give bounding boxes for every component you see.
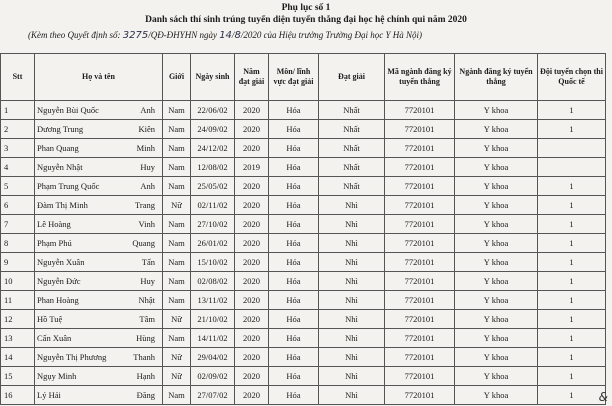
cell-subject: Hóa bbox=[269, 367, 319, 386]
cell-given-name: Nhật bbox=[138, 295, 155, 305]
cell-subject: Hóa bbox=[269, 253, 319, 272]
cell-award-year: 2020 bbox=[235, 101, 269, 120]
cell-subject: Hóa bbox=[269, 329, 319, 348]
cell-stt: 14 bbox=[1, 348, 35, 367]
appendix-label: Phụ lục số 1 bbox=[281, 3, 331, 13]
cell-birth-date: 15/10/02 bbox=[191, 253, 235, 272]
cell-award: Nhất bbox=[319, 120, 385, 139]
cell-gender: Nam bbox=[163, 253, 191, 272]
handwritten-month: 8 bbox=[234, 30, 241, 41]
cell-full-name bbox=[35, 348, 163, 367]
cell-full-name bbox=[35, 329, 163, 348]
header-major: Ngành đăng ký tuyển thẳng bbox=[455, 54, 538, 101]
cell-gender: Nữ bbox=[163, 367, 191, 386]
cell-subject: Hóa bbox=[269, 291, 319, 310]
cell-given-name: Hạnh bbox=[136, 371, 155, 381]
cell-surname-middle: Phan Quang bbox=[37, 143, 79, 153]
cell-full-name bbox=[35, 158, 163, 177]
cell-intl-team: 1 bbox=[538, 291, 606, 310]
cell-full-name bbox=[35, 253, 163, 272]
table-row bbox=[1, 234, 606, 253]
cell-subject: Hóa bbox=[269, 310, 319, 329]
cell-major: Y khoa bbox=[455, 120, 538, 139]
cell-award: Nhì bbox=[319, 253, 385, 272]
cell-full-name bbox=[35, 101, 163, 120]
subtitle-prefix: (Kèm theo Quyết định số: bbox=[28, 30, 121, 40]
cell-birth-date: 02/09/02 bbox=[191, 367, 235, 386]
cell-gender: Nam bbox=[163, 386, 191, 405]
cell-stt: 5 bbox=[1, 177, 35, 196]
cell-surname-middle: Lê Hoàng bbox=[37, 219, 71, 229]
header-award: Đạt giải bbox=[319, 54, 385, 101]
cell-major-code: 7720101 bbox=[385, 101, 455, 120]
table-row bbox=[1, 253, 606, 272]
cell-major-code: 7720101 bbox=[385, 158, 455, 177]
table-row bbox=[1, 177, 606, 196]
cell-major-code: 7720101 bbox=[385, 196, 455, 215]
cell-full-name bbox=[35, 234, 163, 253]
cell-award-year: 2020 bbox=[235, 120, 269, 139]
handwritten-corner-mark: & bbox=[598, 390, 608, 404]
cell-intl-team: 1 bbox=[538, 310, 606, 329]
cell-full-name bbox=[35, 177, 163, 196]
cell-surname-middle: Lý Hải bbox=[37, 390, 61, 400]
cell-surname-middle: Phan Hoàng bbox=[37, 295, 79, 305]
header-major-code: Mã ngành đăng ký tuyển thẳng bbox=[385, 54, 455, 101]
table-row bbox=[1, 196, 606, 215]
cell-award-year: 2020 bbox=[235, 367, 269, 386]
cell-major-code: 7720101 bbox=[385, 272, 455, 291]
subtitle-suffix: /2020 của Hiệu trưởng Trường Đại học Y Hà Nội) bbox=[240, 30, 422, 40]
cell-birth-date: 27/10/02 bbox=[191, 215, 235, 234]
cell-stt: 4 bbox=[1, 158, 35, 177]
cell-birth-date: 29/04/02 bbox=[191, 348, 235, 367]
table-row bbox=[1, 139, 606, 158]
cell-award-year: 2020 bbox=[235, 215, 269, 234]
cell-award: Nhì bbox=[319, 272, 385, 291]
cell-major: Y khoa bbox=[455, 177, 538, 196]
cell-subject: Hóa bbox=[269, 177, 319, 196]
cell-award-year: 2020 bbox=[235, 291, 269, 310]
table-row bbox=[1, 386, 606, 405]
cell-major-code: 7720101 bbox=[385, 367, 455, 386]
cell-full-name bbox=[35, 291, 163, 310]
cell-birth-date: 24/09/02 bbox=[191, 120, 235, 139]
cell-given-name: Kiên bbox=[138, 124, 155, 134]
cell-major: Y khoa bbox=[455, 196, 538, 215]
cell-stt: 1 bbox=[1, 101, 35, 120]
cell-full-name bbox=[35, 367, 163, 386]
cell-surname-middle: Phạm Phú bbox=[37, 238, 72, 248]
cell-major: Y khoa bbox=[455, 310, 538, 329]
handwritten-day: 14 bbox=[219, 30, 232, 41]
cell-stt: 7 bbox=[1, 215, 35, 234]
cell-given-name: Đăng bbox=[136, 390, 155, 400]
cell-stt: 2 bbox=[1, 120, 35, 139]
cell-award-year: 2019 bbox=[235, 158, 269, 177]
cell-major: Y khoa bbox=[455, 234, 538, 253]
cell-award-year: 2020 bbox=[235, 386, 269, 405]
cell-given-name: Thanh bbox=[133, 352, 155, 362]
cell-stt: 13 bbox=[1, 329, 35, 348]
cell-major-code: 7720101 bbox=[385, 348, 455, 367]
cell-surname-middle: Đàm Thị Minh bbox=[37, 200, 88, 210]
header-gender: Giới bbox=[163, 54, 191, 101]
cell-major-code: 7720101 bbox=[385, 139, 455, 158]
cell-award: Nhất bbox=[319, 101, 385, 120]
header-stt: Stt bbox=[1, 54, 35, 101]
cell-major-code: 7720101 bbox=[385, 120, 455, 139]
cell-birth-date: 13/11/02 bbox=[191, 291, 235, 310]
cell-intl-team: 1 bbox=[538, 367, 606, 386]
cell-award-year: 2020 bbox=[235, 177, 269, 196]
cell-gender: Nam bbox=[163, 234, 191, 253]
cell-full-name bbox=[35, 215, 163, 234]
cell-intl-team: 1 bbox=[538, 177, 606, 196]
cell-stt: 16 bbox=[1, 386, 35, 405]
cell-intl-team: 1 bbox=[538, 196, 606, 215]
cell-intl-team bbox=[538, 158, 606, 177]
cell-award: Nhì bbox=[319, 386, 385, 405]
cell-surname-middle: Phạm Trung Quốc bbox=[37, 181, 100, 191]
cell-surname-middle: Dương Trung bbox=[37, 124, 84, 134]
cell-given-name: Tấn bbox=[141, 257, 155, 267]
cell-gender: Nam bbox=[163, 139, 191, 158]
cell-surname-middle: Nguyễn Xuân bbox=[37, 257, 85, 267]
cell-major-code: 7720101 bbox=[385, 310, 455, 329]
cell-gender: Nam bbox=[163, 215, 191, 234]
cell-major-code: 7720101 bbox=[385, 329, 455, 348]
cell-award-year: 2020 bbox=[235, 310, 269, 329]
cell-surname-middle: Ngụy Minh bbox=[37, 371, 77, 381]
cell-subject: Hóa bbox=[269, 272, 319, 291]
cell-birth-date: 26/01/02 bbox=[191, 234, 235, 253]
cell-surname-middle: Nguyễn Nhật bbox=[37, 162, 83, 172]
table-row bbox=[1, 215, 606, 234]
table-row bbox=[1, 348, 606, 367]
cell-award: Nhì bbox=[319, 234, 385, 253]
table-row bbox=[1, 158, 606, 177]
cell-given-name: Huy bbox=[140, 162, 155, 172]
cell-stt: 11 bbox=[1, 291, 35, 310]
cell-surname-middle: Nguyễn Thị Phương bbox=[37, 352, 107, 362]
cell-subject: Hóa bbox=[269, 215, 319, 234]
cell-stt: 10 bbox=[1, 272, 35, 291]
table-row bbox=[1, 367, 606, 386]
cell-stt: 15 bbox=[1, 367, 35, 386]
table-row bbox=[1, 272, 606, 291]
cell-subject: Hóa bbox=[269, 120, 319, 139]
cell-award-year: 2020 bbox=[235, 196, 269, 215]
cell-award-year: 2020 bbox=[235, 329, 269, 348]
cell-major-code: 7720101 bbox=[385, 253, 455, 272]
header-full-name: Họ và tên bbox=[35, 54, 163, 101]
cell-award: Nhì bbox=[319, 196, 385, 215]
cell-subject: Hóa bbox=[269, 234, 319, 253]
cell-subject: Hóa bbox=[269, 139, 319, 158]
cell-full-name bbox=[35, 272, 163, 291]
cell-award: Nhất bbox=[319, 139, 385, 158]
cell-major-code: 7720101 bbox=[385, 177, 455, 196]
cell-award-year: 2020 bbox=[235, 234, 269, 253]
cell-major-code: 7720101 bbox=[385, 234, 455, 253]
cell-given-name: Vinh bbox=[138, 219, 155, 229]
header-subject: Môn/ lĩnh vực đạt giải bbox=[269, 54, 319, 101]
cell-gender: Nam bbox=[163, 177, 191, 196]
cell-birth-date: 25/05/02 bbox=[191, 177, 235, 196]
cell-gender: Nam bbox=[163, 158, 191, 177]
cell-surname-middle: Nguyễn Đức bbox=[37, 276, 81, 286]
cell-award-year: 2020 bbox=[235, 139, 269, 158]
table-row bbox=[1, 329, 606, 348]
document-subtitle bbox=[28, 30, 612, 41]
cell-intl-team: 1 bbox=[538, 120, 606, 139]
cell-intl-team: 1 bbox=[538, 348, 606, 367]
cell-gender: Nam bbox=[163, 101, 191, 120]
cell-major: Y khoa bbox=[455, 139, 538, 158]
cell-award-year: 2020 bbox=[235, 272, 269, 291]
cell-stt: 3 bbox=[1, 139, 35, 158]
cell-subject: Hóa bbox=[269, 158, 319, 177]
subtitle-slash: / bbox=[231, 30, 235, 40]
cell-award: Nhì bbox=[319, 329, 385, 348]
cell-intl-team: 1 bbox=[538, 329, 606, 348]
cell-intl-team bbox=[538, 139, 606, 158]
cell-intl-team: 1 bbox=[538, 253, 606, 272]
cell-major: Y khoa bbox=[455, 215, 538, 234]
cell-birth-date: 14/11/02 bbox=[191, 329, 235, 348]
cell-gender: Nữ bbox=[163, 196, 191, 215]
cell-major-code: 7720101 bbox=[385, 291, 455, 310]
cell-full-name bbox=[35, 386, 163, 405]
cell-stt: 8 bbox=[1, 234, 35, 253]
candidates-table bbox=[0, 53, 606, 405]
cell-intl-team: 1 bbox=[538, 272, 606, 291]
cell-major: Y khoa bbox=[455, 291, 538, 310]
cell-subject: Hóa bbox=[269, 348, 319, 367]
cell-gender: Nữ bbox=[163, 310, 191, 329]
subtitle-mid: /QĐ-ĐHYHN ngày bbox=[148, 30, 217, 40]
cell-major: Y khoa bbox=[455, 158, 538, 177]
header-intl-team: Đội tuyển chọn thi Quốc tế bbox=[538, 54, 606, 101]
cell-full-name bbox=[35, 310, 163, 329]
cell-gender: Nữ bbox=[163, 348, 191, 367]
cell-full-name bbox=[35, 196, 163, 215]
cell-gender: Nam bbox=[163, 120, 191, 139]
cell-birth-date: 22/06/02 bbox=[191, 101, 235, 120]
cell-subject: Hóa bbox=[269, 386, 319, 405]
cell-given-name: Trang bbox=[135, 200, 155, 210]
cell-gender: Nam bbox=[163, 329, 191, 348]
cell-given-name: Minh bbox=[136, 143, 155, 153]
cell-award: Nhất bbox=[319, 158, 385, 177]
cell-subject: Hóa bbox=[269, 101, 319, 120]
cell-surname-middle: Hồ Tuệ bbox=[37, 314, 63, 324]
cell-major: Y khoa bbox=[455, 272, 538, 291]
cell-major-code: 7720101 bbox=[385, 386, 455, 405]
cell-birth-date: 27/07/02 bbox=[191, 386, 235, 405]
table-row bbox=[1, 120, 606, 139]
cell-major: Y khoa bbox=[455, 386, 538, 405]
cell-full-name bbox=[35, 139, 163, 158]
cell-full-name bbox=[35, 120, 163, 139]
cell-intl-team: 1 bbox=[538, 215, 606, 234]
cell-major: Y khoa bbox=[455, 367, 538, 386]
cell-award-year: 2020 bbox=[235, 348, 269, 367]
cell-award: Nhì bbox=[319, 348, 385, 367]
cell-birth-date: 02/08/02 bbox=[191, 272, 235, 291]
cell-surname-middle: Nguyễn Bùi Quốc bbox=[37, 105, 99, 115]
cell-intl-team: 1 bbox=[538, 386, 606, 405]
cell-birth-date: 24/12/02 bbox=[191, 139, 235, 158]
table-header-row bbox=[1, 54, 606, 101]
document-title: Danh sách thí sinh trúng tuyển diện tuyển thẳng đại học hệ chính qui năm 2020 bbox=[145, 15, 467, 25]
cell-award: Nhì bbox=[319, 310, 385, 329]
cell-award: Nhì bbox=[319, 215, 385, 234]
cell-subject: Hóa bbox=[269, 196, 319, 215]
cell-gender: Nam bbox=[163, 291, 191, 310]
cell-award: Nhất bbox=[319, 177, 385, 196]
table-row bbox=[1, 291, 606, 310]
cell-given-name: Huy bbox=[140, 276, 155, 286]
cell-award: Nhì bbox=[319, 367, 385, 386]
cell-stt: 9 bbox=[1, 253, 35, 272]
header-award-year: Năm đạt giải bbox=[235, 54, 269, 101]
cell-intl-team: 1 bbox=[538, 234, 606, 253]
cell-given-name: Hùng bbox=[136, 333, 155, 343]
cell-birth-date: 21/10/02 bbox=[191, 310, 235, 329]
cell-surname-middle: Cấn Xuân bbox=[37, 333, 72, 343]
cell-award-year: 2020 bbox=[235, 253, 269, 272]
cell-birth-date: 02/11/02 bbox=[191, 196, 235, 215]
cell-major: Y khoa bbox=[455, 253, 538, 272]
cell-gender: Nam bbox=[163, 272, 191, 291]
cell-major-code: 7720101 bbox=[385, 215, 455, 234]
cell-given-name: Tâm bbox=[139, 314, 155, 324]
cell-given-name: Anh bbox=[140, 105, 155, 115]
cell-major: Y khoa bbox=[455, 101, 538, 120]
cell-award: Nhì bbox=[319, 291, 385, 310]
cell-birth-date: 12/08/02 bbox=[191, 158, 235, 177]
cell-intl-team: 1 bbox=[538, 101, 606, 120]
cell-given-name: Quang bbox=[132, 238, 155, 248]
cell-stt: 6 bbox=[1, 196, 35, 215]
table-row bbox=[1, 310, 606, 329]
cell-major: Y khoa bbox=[455, 348, 538, 367]
cell-given-name: Anh bbox=[140, 181, 155, 191]
table-row bbox=[1, 101, 606, 120]
handwritten-decision-number: 3275 bbox=[122, 30, 149, 41]
header-birth-date: Ngày sinh bbox=[191, 54, 235, 101]
cell-stt: 12 bbox=[1, 310, 35, 329]
cell-major: Y khoa bbox=[455, 329, 538, 348]
